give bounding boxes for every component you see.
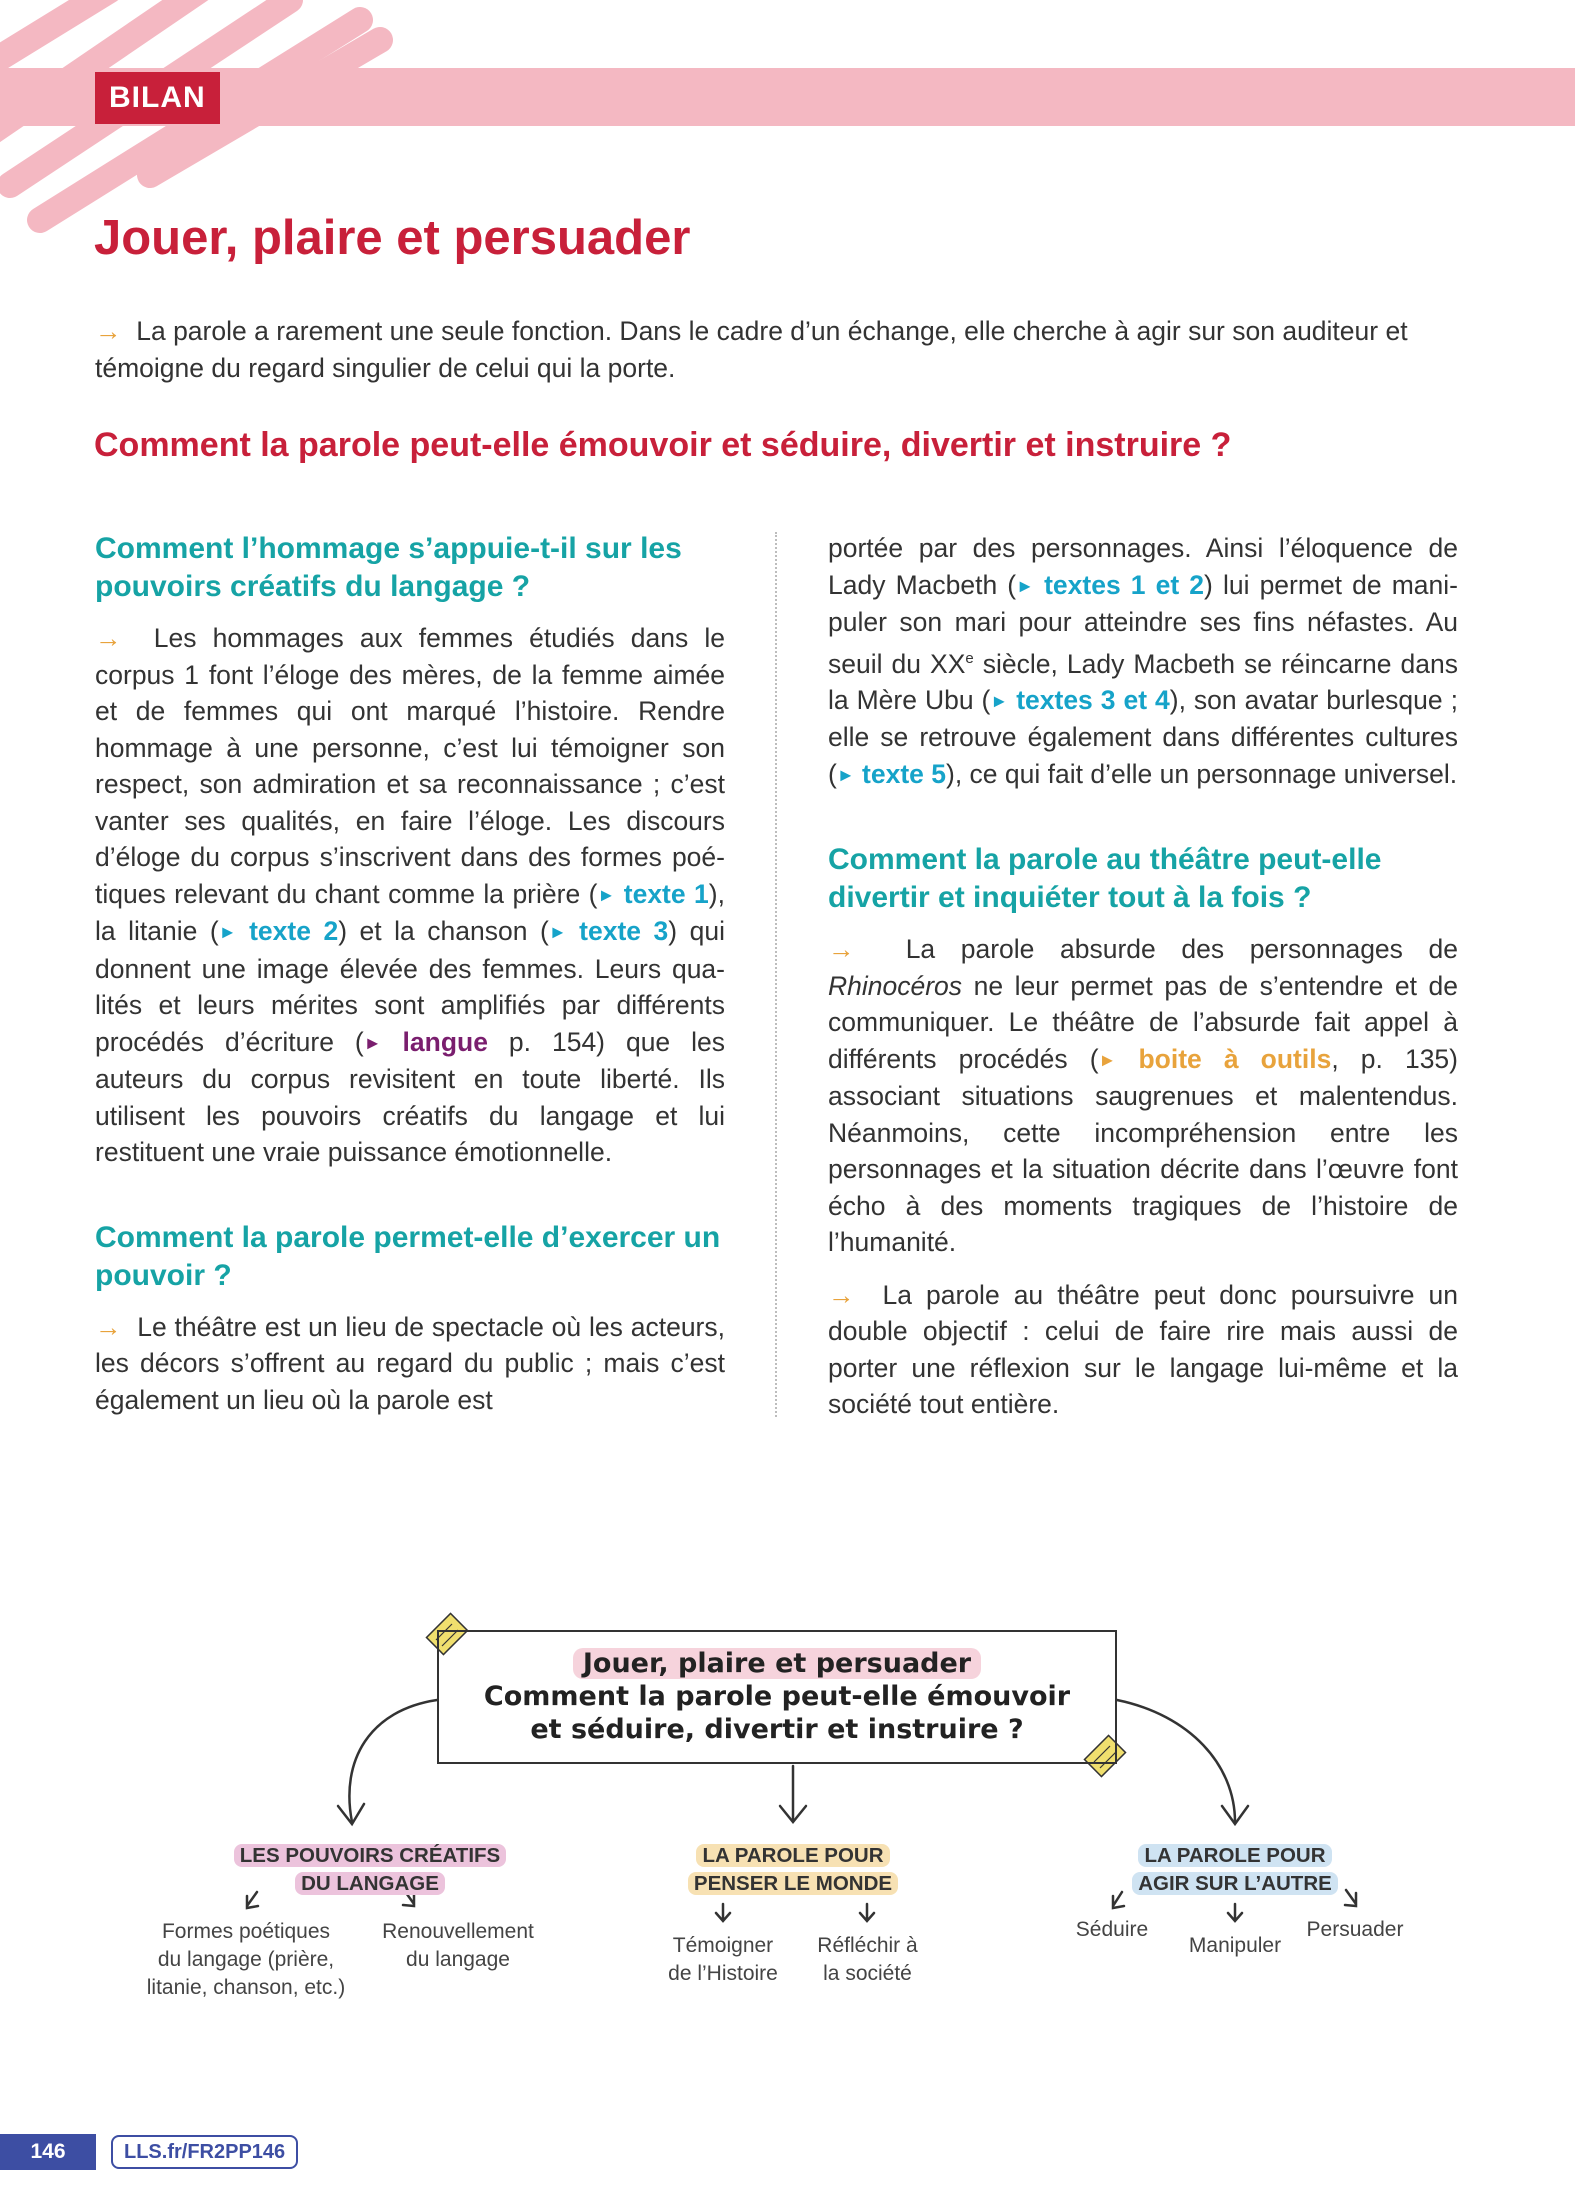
leaf-temoigner: Témoigner de l’Histoire — [668, 1934, 778, 1985]
mindmap-question-line-1: Comment la parole peut-elle émouvoir — [483, 1681, 1071, 1712]
arrow-right-icon: → — [95, 623, 122, 653]
main-question: Comment la parole peut-elle émouvoir et séduire, divertir et instruire ? — [94, 426, 1232, 464]
triangle-right-icon: ► — [990, 690, 1009, 711]
paragraph-hommage: → Les hommages aux femmes étudiés dans le corpus 1 font l’éloge des mères, de la femme aimée et de femmes qui ont marqué l’histoire. Rendre hommage à une personne, c’est lui témoigner son respect, son admiration et sa reconnaissance ; c’est vanter ses qualités, en faire l’éloge. Les discours d’éloge du corpus s’inscrivent dans des formes poétiques relevant du chant comme la prière (► texte 1), la litanie (► texte 2) et la chanson (► texte 3) qui donnent une image élevée des femmes. Leurs qualités et leurs mérites sont amplifiés par différents procédés d’écriture (► langue p. 154) que les auteurs du corpus revisitent en toute liberté. Ils utilisent les pouvoirs créatifs du langage et lui restituent une vraie puissance émotionnelle. — [95, 623, 725, 1167]
triangle-right-icon: ► — [1016, 575, 1034, 596]
link-texte-1[interactable]: ► texte 1 — [597, 878, 709, 909]
bilan-badge: BILAN — [95, 72, 220, 124]
mindmap-title: Jouer, plaire et persuader — [439, 1647, 1115, 1680]
leaf-persuader: Persuader — [1306, 1918, 1404, 1941]
arrow-right-icon: → — [95, 316, 122, 346]
category-pouvoirs-creatifs: LES POUVOIRS CRÉATIFS DU LANGAGE — [180, 1842, 560, 1898]
leaf-reflechir: Réfléchir à la société — [817, 1934, 918, 1985]
arrow-right-icon: → — [828, 934, 855, 965]
paragraph-lady-macbeth: portée par des personnages. Ainsi l’éloquence de Lady Macbeth (► textes 1 et 2) lui permet de manipuler son mari pour atteindre ses fins néfastes. Au seuil du XXe siècle, Lady Macbeth se réincarne dans la Mère Ubu (► textes 3 et 4), son avatar burlesque ; elle se retrouve également dans différentes cultures (► texte 5), ce qui fait d’elle un personnage universel. — [828, 533, 1458, 789]
mindmap-title-box — [437, 1630, 1117, 1764]
arrow-right-icon: → — [95, 1311, 122, 1342]
leaf-manipuler: Manipuler — [1188, 1934, 1282, 1957]
leaf-seduire: Séduire — [1075, 1918, 1149, 1941]
leaf-renouvellement: Renouvellement du langage — [382, 1920, 534, 1971]
link-texte-2[interactable]: ► texte 2 — [218, 916, 339, 946]
arrow-right-icon: → — [828, 1279, 855, 1310]
link-texte-3[interactable]: ► texte 3 — [548, 916, 669, 946]
link-texte-5[interactable]: ► texte 5 — [836, 758, 946, 789]
triangle-right-icon: ► — [1098, 1049, 1117, 1070]
paragraph-pouvoir: → Le théâtre est un lieu de spectacle où les acteurs, les décors s’offrent au regard du public ; mais c’est également un lieu où la parole est — [95, 1311, 725, 1415]
triangle-right-icon: ► — [218, 922, 237, 942]
section-heading-pouvoir: Comment la parole permet-elle d’exercer un pouvoir ? — [95, 1220, 721, 1292]
paragraph-conclusion: → La parole au théâtre peut donc poursuivre un double objectif : celui de faire rire mais aussi de porter une réflexion sur le langage lui-même et la société tout entière. — [828, 1279, 1458, 1420]
page-title: Jouer, plaire et persuader — [94, 211, 691, 265]
page-number: 146 — [0, 2134, 96, 2170]
triangle-right-icon: ► — [836, 764, 855, 785]
arrow-to-category-1 — [349, 1700, 437, 1822]
link-textes-1-et-2[interactable]: ► textes 1 et 2 — [1016, 569, 1205, 600]
category-agir-sur-l-autre: LA PAROLE POUR AGIR SUR L’AUTRE — [1085, 1842, 1385, 1898]
section-heading-theatre: Comment la parole au théâtre peut-elle divertir et inquiéter tout à la fois ? — [828, 843, 1382, 915]
triangle-right-icon: ► — [363, 1032, 382, 1053]
link-textes-3-et-4[interactable]: ► textes 3 et 4 — [990, 684, 1170, 715]
paragraph-absurde: → La parole absurde des personnages de Rhinocéros ne leur permet pas de s’entendre et de communiquer. Le théâtre de l’absurde fait appel à différents procédés (► boite à outils, p. 135) associant situations saugrenues et malentendus. Néanmoins, cette incompréhension entre les personnages et la situation décrite dans l’œuvre font écho à des moments tragiques de l’histoire de l’humanité. — [828, 934, 1458, 1258]
mindmap-question-line-2: et séduire, divertir et instruire ? — [530, 1714, 1024, 1745]
triangle-right-icon: ► — [597, 884, 616, 905]
intro-paragraph: → La parole a rarement une seule fonction. Dans le cadre d’un échange, elle cherche à agir sur son auditeur et témoigne du regard singulier de celui qui la porte. — [95, 316, 1408, 383]
category-penser-le-monde: LA PAROLE POUR PENSER LE MONDE — [643, 1842, 943, 1898]
triangle-right-icon: ► — [548, 922, 567, 942]
leaf-formes-poetiques: Formes poétiques du langage (prière, litanie, chanson, etc.) — [146, 1920, 346, 1999]
arrow-to-category-3 — [1117, 1700, 1235, 1822]
link-langue[interactable]: ► langue — [363, 1026, 488, 1057]
lls-link[interactable]: LLS.fr/FR2PP146 — [111, 2135, 298, 2169]
link-boite-a-outils[interactable]: ► boite à outils — [1098, 1043, 1332, 1074]
section-heading-hommage: Comment l’hommage s’appuie-t-il sur les pouvoirs créatifs du langage ? — [95, 532, 682, 603]
